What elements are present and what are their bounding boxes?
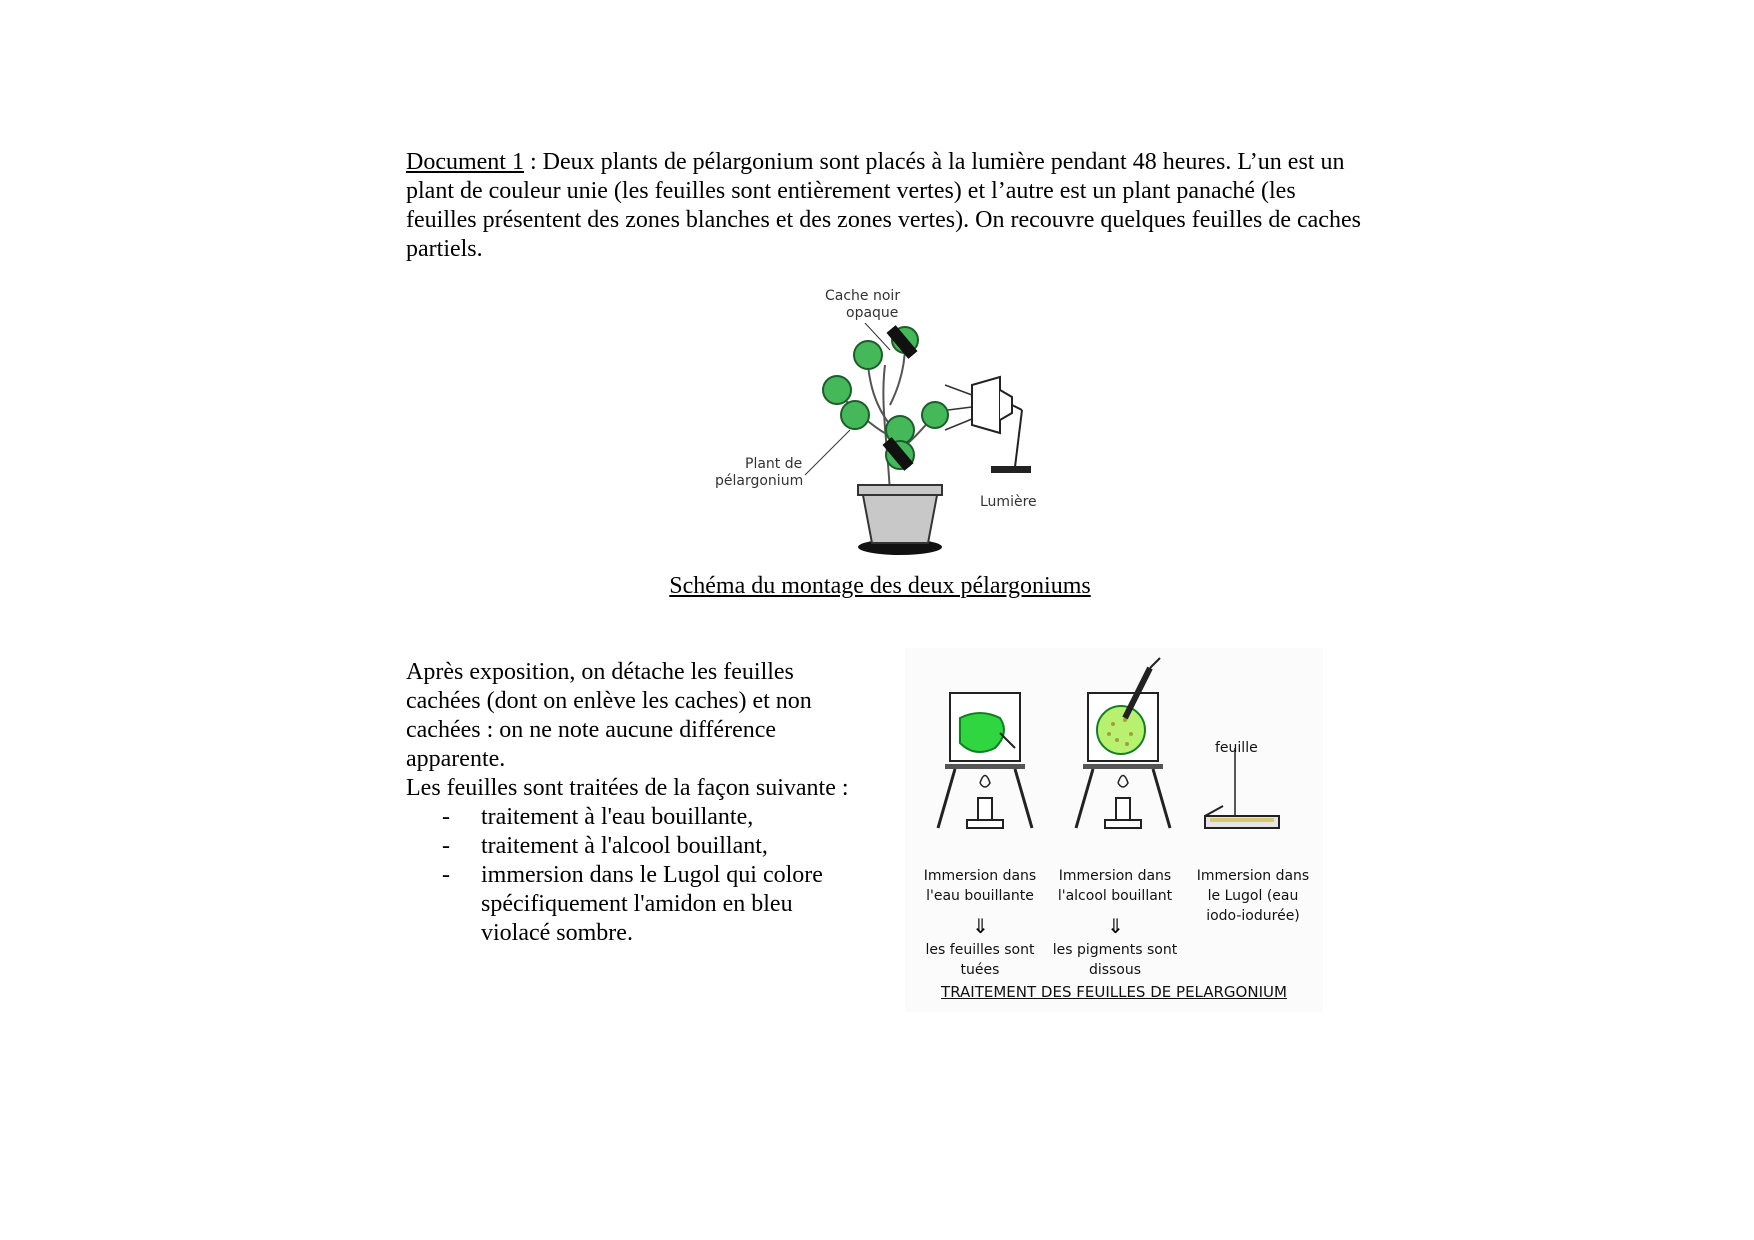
list-item — [406, 861, 856, 948]
col2-result-line2: dissous — [1088, 962, 1142, 978]
plant-label-line2: pélargonium — [715, 473, 804, 489]
bullet-dash: - — [442, 804, 450, 830]
setup-figure — [700, 285, 1060, 560]
list-item — [406, 803, 856, 832]
cache-label-line2: opaque — [846, 305, 899, 321]
bullet-dash: - — [442, 862, 450, 888]
list-item-text: immersion dans le Lugol qui colore spécifiquement l'amidon en bleu violacé sombre. — [481, 862, 823, 946]
col3-label-line1: Immersion dans — [1196, 868, 1310, 884]
col1-label-line2: l'eau bouillante — [926, 888, 1034, 904]
col2-result-line1: les pigments sont — [1052, 942, 1178, 958]
leaf-label: feuille — [1215, 740, 1258, 756]
lugol-dish-icon — [1205, 748, 1279, 828]
bullet-dash: - — [442, 833, 450, 859]
col2-label-line1: Immersion dans — [1058, 868, 1172, 884]
col1-result — [910, 940, 1050, 980]
document-label: Document 1 — [406, 149, 524, 175]
cache-label-line1: Cache noir — [825, 288, 901, 304]
down-arrow-icon: ⇓ — [972, 914, 989, 938]
pelargonium-setup-illustration — [700, 285, 1060, 560]
list-item-text: traitement à l'alcool bouillant, — [481, 833, 768, 859]
procedure-paragraph-1: Après exposition, on détache les feuilles cachées (dont on enlève les caches) et non cachées : on ne note aucune différence apparente. — [406, 659, 812, 772]
col3-label — [1183, 866, 1323, 926]
list-item-text: traitement à l'eau bouillante, — [481, 804, 754, 830]
col2-label — [1045, 866, 1185, 906]
treatment-figure — [905, 648, 1323, 1012]
leaf-icon — [960, 713, 1004, 752]
plant-label-line1: Plant de — [745, 456, 803, 472]
beaker-water-icon — [938, 693, 1032, 828]
flower-pot — [862, 490, 938, 543]
col3-label-line3: iodo-iodurée) — [1206, 908, 1300, 924]
intro-paragraph — [406, 148, 1366, 264]
col1-label-line1: Immersion dans — [923, 868, 1037, 884]
col2-label-line2: l'alcool bouillant — [1057, 888, 1173, 904]
treatment-apparatus-illustration — [905, 648, 1323, 858]
lamp-icon — [972, 377, 1030, 472]
list-item — [406, 832, 856, 861]
intro-text: : Deux plants de pélargonium sont placés à la lumière pendant 48 heures. L’un est un plant de couleur unie (les feuilles sont entièrement vertes) et l’autre est un plant panaché (les feuilles présentent des zones blanches et des zones vertes). On recouvre quelques feuilles de caches partiels. — [406, 149, 1361, 262]
procedure-paragraph-2: Les feuilles sont traitées de la façon suivante : — [406, 775, 849, 801]
col1-result-line2: tuées — [960, 962, 1000, 978]
down-arrow-icon: ⇓ — [1107, 914, 1124, 938]
col3-label-line2: le Lugol (eau — [1207, 888, 1299, 904]
col1-result-line1: les feuilles sont — [925, 942, 1035, 958]
light-label: Lumière — [980, 494, 1037, 510]
setup-caption: Schéma du montage des deux pélargoniums — [669, 573, 1091, 599]
beaker-alcohol-icon — [1076, 658, 1170, 828]
treatment-caption: TRAITEMENT DES FEUILLES DE PELARGONIUM — [941, 983, 1287, 1001]
col1-label — [910, 866, 1050, 906]
treatment-list — [406, 803, 856, 948]
pale-leaf-icon — [1097, 706, 1145, 754]
procedure-text — [406, 658, 856, 948]
col2-result — [1045, 940, 1185, 980]
